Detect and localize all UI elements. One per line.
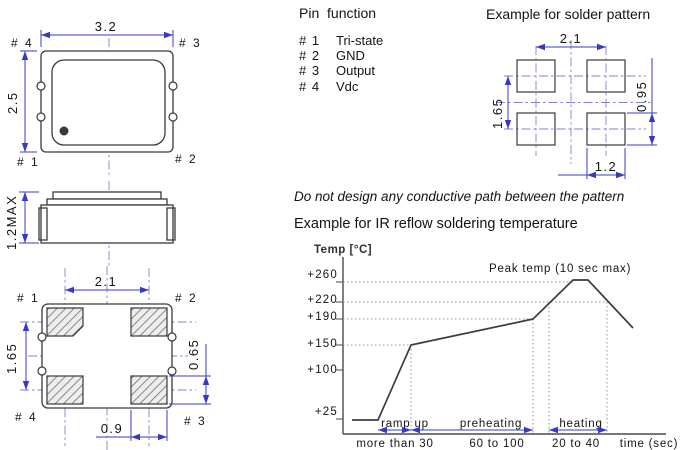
bottom-view-pitch-x-label: 2.1 — [94, 274, 118, 289]
solder-pitch-x-label: 2.1 — [559, 31, 583, 46]
y-tick-260: +260 — [307, 269, 338, 281]
pin-number: # 1 — [299, 33, 321, 48]
pin-number: # 2 — [299, 48, 321, 64]
pin-function-name: Tri-state — [336, 33, 384, 48]
bottom-view-pin4-label: # 4 — [15, 410, 38, 424]
pad-1-hatched — [47, 308, 83, 336]
duration-preheating: 60 to 100 — [469, 438, 525, 450]
top-view-width-dim-label: 3.2 — [94, 19, 118, 34]
pin-number: # 3 — [299, 63, 321, 79]
castellation-notch — [38, 367, 46, 375]
peak-annotation: Peak temp (10 sec max) — [489, 263, 632, 275]
reflow-temperature-chart — [307, 257, 678, 450]
pad-4-hatched — [47, 376, 83, 404]
pin-function-list — [299, 33, 383, 94]
x-axis-label: time (sec) — [619, 438, 679, 450]
side-view-lid — [47, 199, 167, 205]
chart-y-axis-title: Temp [°C] — [314, 244, 373, 256]
top-view-pin3-label: # 3 — [179, 36, 202, 50]
y-tick-150: +150 — [307, 338, 338, 350]
bottom-view-pitch-y-label: 1.65 — [4, 342, 19, 374]
duration-ramp-up: more than 30 — [356, 438, 434, 450]
pin-function-title: Pin function — [299, 5, 377, 21]
side-view-lid-top — [53, 192, 161, 199]
castellation-notch — [168, 333, 176, 341]
pin-function-row — [299, 48, 383, 63]
pad-2-hatched — [131, 308, 167, 336]
package-body-outline — [41, 51, 173, 152]
duration-heating: 20 to 40 — [552, 438, 600, 450]
pin-number: # 4 — [299, 78, 321, 94]
bottom-view-pad-width-label: 0.9 — [100, 421, 124, 436]
castellation-notch — [38, 333, 46, 341]
top-view-pin2-label: # 2 — [175, 152, 198, 166]
conductive-path-note: Do not design any conductive path between the pattern — [294, 189, 625, 204]
y-tick-220: +220 — [307, 294, 338, 306]
castellation-notch — [169, 82, 177, 90]
pin-function-row — [299, 33, 383, 48]
pin-function-row — [299, 63, 383, 78]
castellation-notch — [37, 113, 45, 121]
phase-preheating-label: preheating — [459, 418, 523, 430]
pad-3-hatched — [131, 376, 167, 404]
y-tick-25: +25 — [314, 406, 338, 418]
y-tick-190: +190 — [307, 311, 338, 323]
castellation-notch — [37, 82, 45, 90]
package-top-view-drawing — [5, 19, 202, 176]
reflow-chart-title: Example for IR reflow soldering temperature — [294, 216, 578, 232]
top-view-pin4-label: # 4 — [11, 36, 34, 50]
pin1-index-dot — [60, 127, 69, 136]
package-bottom-view-drawing — [4, 266, 211, 450]
solder-pad-height-label: 0.95 — [634, 80, 649, 112]
pin-function-name: GND — [336, 48, 365, 64]
side-view-body — [41, 205, 173, 243]
bottom-view-pin2-label: # 2 — [175, 291, 198, 305]
top-view-height-dim-label: 2.5 — [5, 91, 20, 114]
pin-function-name: Vdc — [336, 78, 359, 94]
bottom-view-pad-height-label: 0.65 — [186, 338, 201, 370]
top-view-pin1-label: # 1 — [17, 155, 40, 169]
solder-pattern-title: Example for solder pattern — [486, 6, 651, 22]
pin-function-row — [299, 79, 383, 94]
side-view-height-dim-label: 1.2MAX — [4, 194, 19, 250]
pin-function-panel — [299, 5, 383, 94]
solder-pattern-drawing — [490, 31, 657, 179]
solder-pitch-y-label: 1.65 — [490, 97, 505, 129]
package-side-view-drawing — [4, 181, 175, 268]
temperature-profile-line — [352, 280, 633, 420]
phase-ramp-up-label: ramp up — [381, 418, 429, 430]
solder-pad-width-label: 1.2 — [594, 159, 618, 174]
castellation-notch — [168, 367, 176, 375]
phase-heating-label: heating — [559, 418, 603, 430]
pin-function-name: Output — [336, 63, 376, 79]
bottom-view-pin3-label: # 3 — [184, 414, 207, 428]
castellation-notch — [169, 113, 177, 121]
y-tick-100: +100 — [307, 364, 338, 376]
bottom-view-pin1-label: # 1 — [17, 291, 40, 305]
